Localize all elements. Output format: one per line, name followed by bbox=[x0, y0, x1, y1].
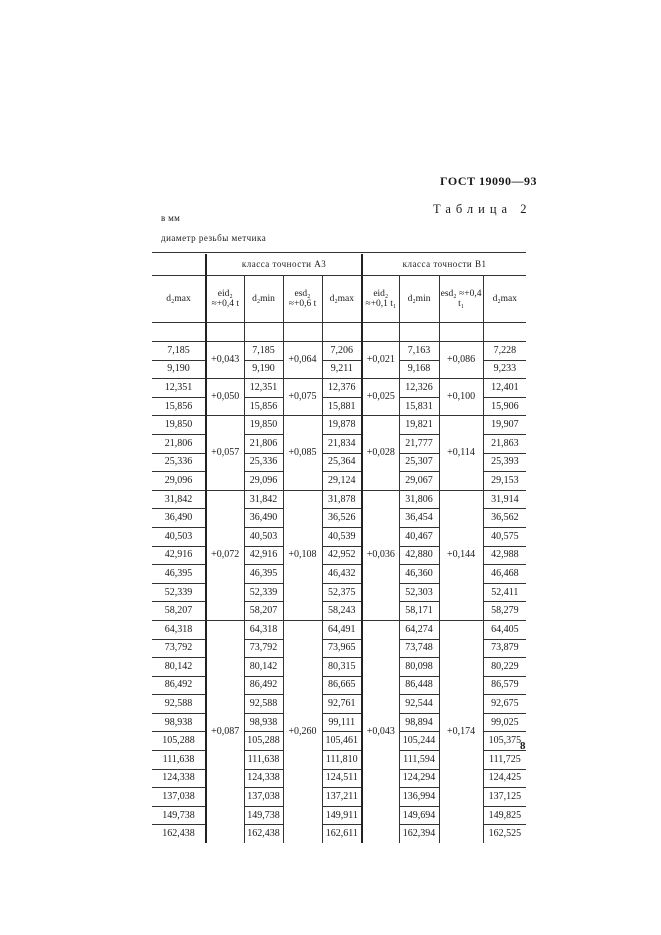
cell-d2max-b1: 105,375 bbox=[483, 732, 526, 751]
cell-d2max-b1: 12,401 bbox=[483, 379, 526, 398]
cell-d2max-a3: 46,432 bbox=[322, 565, 362, 584]
cell-d2min-b1: 29,067 bbox=[399, 472, 439, 491]
cell-d2max-a3: 15,881 bbox=[322, 397, 362, 416]
cell-d2min-b1: 46,360 bbox=[399, 565, 439, 584]
table-top-rule bbox=[152, 252, 526, 253]
tolerance-table bbox=[152, 254, 526, 843]
cell-d2max-a3: 105,461 bbox=[322, 732, 362, 751]
cell-d2min-a3: 46,395 bbox=[244, 565, 283, 584]
cell-d2max-b1: 7,228 bbox=[483, 342, 526, 361]
cell-d2max-a3: 86,665 bbox=[322, 676, 362, 695]
cell-d2max: 52,339 bbox=[152, 583, 206, 602]
cell-d2max-b1: 80,229 bbox=[483, 658, 526, 677]
cell-d2min-a3: 7,185 bbox=[244, 342, 283, 361]
page-number: 8 bbox=[520, 740, 526, 752]
cell-d2min-a3: 124,338 bbox=[244, 769, 283, 788]
cell-d2max-b1: 92,675 bbox=[483, 695, 526, 714]
cell-d2max-b1: 73,879 bbox=[483, 639, 526, 658]
cell-d2max-a3: 21,834 bbox=[322, 434, 362, 453]
cell-d2min-b1: 19,821 bbox=[399, 416, 439, 435]
cell-d2max-b1: 46,468 bbox=[483, 565, 526, 584]
cell-d2min-a3: 86,492 bbox=[244, 676, 283, 695]
cell-d2min-b1: 98,894 bbox=[399, 713, 439, 732]
cell-d2min-b1: 25,307 bbox=[399, 453, 439, 472]
cell-d2max-b1: 111,725 bbox=[483, 751, 526, 770]
column-description: диаметр резьбы метчика bbox=[161, 233, 267, 243]
cell-d2min-b1: 7,163 bbox=[399, 342, 439, 361]
cell-d2max-b1: 162,525 bbox=[483, 825, 526, 843]
cell-d2min-b1: 31,806 bbox=[399, 490, 439, 509]
cell-d2max-a3: 7,206 bbox=[322, 342, 362, 361]
cell-d2max: 46,395 bbox=[152, 565, 206, 584]
group-header-a3: класса точности А3 bbox=[206, 254, 362, 276]
cell-d2min-a3: 80,142 bbox=[244, 658, 283, 677]
table-row bbox=[152, 342, 526, 361]
cell-esd2-b1: +0,144 bbox=[439, 490, 483, 620]
cell-d2max-a3: 40,539 bbox=[322, 527, 362, 546]
cell-esd2-b1: +0,086 bbox=[439, 342, 483, 379]
cell-d2min-b1: 15,831 bbox=[399, 397, 439, 416]
cell-eid2-a3: +0,043 bbox=[206, 342, 244, 379]
cell-d2min-a3: 9,190 bbox=[244, 360, 283, 379]
cell-esd2-a3: +0,108 bbox=[283, 490, 322, 620]
cell-d2max-a3: 92,761 bbox=[322, 695, 362, 714]
cell-d2max-a3: 12,376 bbox=[322, 379, 362, 398]
table-row bbox=[152, 490, 526, 509]
cell-d2min-b1: 36,454 bbox=[399, 509, 439, 528]
cell-d2min-b1: 64,274 bbox=[399, 620, 439, 639]
cell-d2min-b1: 58,171 bbox=[399, 602, 439, 621]
cell-d2max: 25,336 bbox=[152, 453, 206, 472]
cell-d2max-a3: 162,611 bbox=[322, 825, 362, 843]
cell-d2min-a3: 19,850 bbox=[244, 416, 283, 435]
cell-d2min-a3: 137,038 bbox=[244, 788, 283, 807]
cell-d2max-b1: 21,863 bbox=[483, 434, 526, 453]
cell-d2min-b1: 149,694 bbox=[399, 806, 439, 825]
cell-d2max-a3: 124,511 bbox=[322, 769, 362, 788]
cell-d2min-a3: 162,438 bbox=[244, 825, 283, 843]
cell-d2min-b1: 86,448 bbox=[399, 676, 439, 695]
table-row bbox=[152, 620, 526, 639]
cell-d2max-a3: 99,111 bbox=[322, 713, 362, 732]
cell-d2max: 80,142 bbox=[152, 658, 206, 677]
cell-eid2-a3: +0,072 bbox=[206, 490, 244, 620]
cell-d2min-a3: 58,207 bbox=[244, 602, 283, 621]
cell-d2min-b1: 92,544 bbox=[399, 695, 439, 714]
cell-d2min-a3: 36,490 bbox=[244, 509, 283, 528]
cell-d2max-a3: 149,911 bbox=[322, 806, 362, 825]
cell-d2min-b1: 162,394 bbox=[399, 825, 439, 843]
cell-d2max-b1: 58,279 bbox=[483, 602, 526, 621]
cell-d2max-b1: 86,579 bbox=[483, 676, 526, 695]
cell-d2min-a3: 21,806 bbox=[244, 434, 283, 453]
cell-d2max-b1: 149,825 bbox=[483, 806, 526, 825]
cell-d2max-b1: 42,988 bbox=[483, 546, 526, 565]
cell-d2min-b1: 124,294 bbox=[399, 769, 439, 788]
cell-d2min-b1: 12,326 bbox=[399, 379, 439, 398]
cell-d2max: 137,038 bbox=[152, 788, 206, 807]
cell-d2max-a3: 29,124 bbox=[322, 472, 362, 491]
cell-d2min-a3: 105,288 bbox=[244, 732, 283, 751]
cell-d2max: 12,351 bbox=[152, 379, 206, 398]
cell-d2min-b1: 21,777 bbox=[399, 434, 439, 453]
cell-d2min-b1: 111,594 bbox=[399, 751, 439, 770]
cell-d2min-a3: 52,339 bbox=[244, 583, 283, 602]
cell-d2min-b1: 52,303 bbox=[399, 583, 439, 602]
cell-esd2-b1: +0,174 bbox=[439, 620, 483, 843]
cell-d2min-b1: 73,748 bbox=[399, 639, 439, 658]
cell-eid2-b1: +0,043 bbox=[362, 620, 399, 843]
cell-d2max: 111,638 bbox=[152, 751, 206, 770]
cell-d2min-a3: 73,792 bbox=[244, 639, 283, 658]
cell-d2max-b1: 29,153 bbox=[483, 472, 526, 491]
table-row bbox=[152, 416, 526, 435]
cell-d2max: 162,438 bbox=[152, 825, 206, 843]
cell-d2max: 7,185 bbox=[152, 342, 206, 361]
cell-esd2-a3: +0,064 bbox=[283, 342, 322, 379]
cell-eid2-a3: +0,057 bbox=[206, 416, 244, 490]
cell-d2max-b1: 19,907 bbox=[483, 416, 526, 435]
cell-d2max-b1: 25,393 bbox=[483, 453, 526, 472]
cell-d2max: 31,842 bbox=[152, 490, 206, 509]
table-row bbox=[152, 379, 526, 398]
cell-d2max-b1: 99,025 bbox=[483, 713, 526, 732]
cell-d2max-a3: 42,952 bbox=[322, 546, 362, 565]
cell-d2max-b1: 9,233 bbox=[483, 360, 526, 379]
cell-d2max: 29,096 bbox=[152, 472, 206, 491]
cell-d2max: 98,938 bbox=[152, 713, 206, 732]
cell-d2max: 86,492 bbox=[152, 676, 206, 695]
cell-d2max-a3: 137,211 bbox=[322, 788, 362, 807]
cell-d2max: 21,806 bbox=[152, 434, 206, 453]
col-header-eid2-a3: eid₂ ≈+0,4 t bbox=[206, 276, 244, 323]
cell-d2min-a3: 25,336 bbox=[244, 453, 283, 472]
cell-d2max-a3: 73,965 bbox=[322, 639, 362, 658]
cell-d2min-a3: 42,916 bbox=[244, 546, 283, 565]
cell-d2max-b1: 64,405 bbox=[483, 620, 526, 639]
cell-d2max-b1: 124,425 bbox=[483, 769, 526, 788]
col-header-d2max: d₂max bbox=[152, 276, 206, 323]
cell-d2max-a3: 19,878 bbox=[322, 416, 362, 435]
cell-d2max-a3: 25,364 bbox=[322, 453, 362, 472]
table-caption: Таблица 2 bbox=[433, 202, 532, 216]
cell-d2min-a3: 12,351 bbox=[244, 379, 283, 398]
cell-d2max: 149,738 bbox=[152, 806, 206, 825]
cell-d2min-a3: 92,588 bbox=[244, 695, 283, 714]
cell-d2max-a3: 111,810 bbox=[322, 751, 362, 770]
header-blank bbox=[152, 254, 206, 276]
group-header-b1: класса точности В1 bbox=[362, 254, 526, 276]
cell-d2min-a3: 149,738 bbox=[244, 806, 283, 825]
cell-d2max: 58,207 bbox=[152, 602, 206, 621]
cell-d2min-a3: 40,503 bbox=[244, 527, 283, 546]
cell-d2max: 92,588 bbox=[152, 695, 206, 714]
cell-d2min-b1: 80,098 bbox=[399, 658, 439, 677]
cell-d2max-a3: 80,315 bbox=[322, 658, 362, 677]
cell-d2min-a3: 29,096 bbox=[244, 472, 283, 491]
cell-d2min-a3: 98,938 bbox=[244, 713, 283, 732]
cell-d2max-b1: 36,562 bbox=[483, 509, 526, 528]
col-header-d2min-a3: d₂min bbox=[244, 276, 283, 323]
units-label: в мм bbox=[161, 213, 181, 223]
cell-d2max: 19,850 bbox=[152, 416, 206, 435]
cell-d2max-a3: 64,491 bbox=[322, 620, 362, 639]
cell-d2min-a3: 64,318 bbox=[244, 620, 283, 639]
cell-d2max: 36,490 bbox=[152, 509, 206, 528]
cell-d2max-b1: 15,906 bbox=[483, 397, 526, 416]
cell-esd2-a3: +0,075 bbox=[283, 379, 322, 416]
cell-d2max: 42,916 bbox=[152, 546, 206, 565]
col-header-esd2-b1: esd₂ ≈+0,4 t₁ bbox=[439, 276, 483, 323]
cell-d2max: 15,856 bbox=[152, 397, 206, 416]
cell-eid2-a3: +0,087 bbox=[206, 620, 244, 843]
cell-eid2-b1: +0,036 bbox=[362, 490, 399, 620]
cell-d2max-a3: 31,878 bbox=[322, 490, 362, 509]
cell-d2max: 9,190 bbox=[152, 360, 206, 379]
cell-d2max: 124,338 bbox=[152, 769, 206, 788]
col-header-d2min-b1: d₂min bbox=[399, 276, 439, 323]
cell-d2max-a3: 52,375 bbox=[322, 583, 362, 602]
cell-d2max: 73,792 bbox=[152, 639, 206, 658]
cell-eid2-b1: +0,028 bbox=[362, 416, 399, 490]
col-header-d2max-a3: d₂max bbox=[322, 276, 362, 323]
cell-esd2-b1: +0,114 bbox=[439, 416, 483, 490]
col-header-d2max-b1: d₂max bbox=[483, 276, 526, 323]
cell-eid2-a3: +0,050 bbox=[206, 379, 244, 416]
cell-d2max-b1: 137,125 bbox=[483, 788, 526, 807]
cell-d2min-a3: 111,638 bbox=[244, 751, 283, 770]
cell-esd2-b1: +0,100 bbox=[439, 379, 483, 416]
cell-eid2-b1: +0,025 bbox=[362, 379, 399, 416]
cell-d2min-b1: 40,467 bbox=[399, 527, 439, 546]
cell-d2max: 64,318 bbox=[152, 620, 206, 639]
cell-eid2-b1: +0,021 bbox=[362, 342, 399, 379]
cell-d2max: 40,503 bbox=[152, 527, 206, 546]
cell-d2min-b1: 136,994 bbox=[399, 788, 439, 807]
standard-number: ГОСТ 19090—93 bbox=[440, 174, 537, 188]
cell-d2min-a3: 15,856 bbox=[244, 397, 283, 416]
cell-d2max-b1: 31,914 bbox=[483, 490, 526, 509]
cell-d2min-b1: 42,880 bbox=[399, 546, 439, 565]
col-header-esd2-a3: esd₂ ≈+0,6 t bbox=[283, 276, 322, 323]
cell-d2min-b1: 9,168 bbox=[399, 360, 439, 379]
cell-d2max-b1: 40,575 bbox=[483, 527, 526, 546]
cell-d2max-a3: 9,211 bbox=[322, 360, 362, 379]
cell-d2max: 105,288 bbox=[152, 732, 206, 751]
col-header-eid2-b1: eid₂ ≈+0,1 t₁ bbox=[362, 276, 399, 323]
cell-d2min-b1: 105,244 bbox=[399, 732, 439, 751]
cell-d2max-b1: 52,411 bbox=[483, 583, 526, 602]
cell-esd2-a3: +0,260 bbox=[283, 620, 322, 843]
cell-esd2-a3: +0,085 bbox=[283, 416, 322, 490]
cell-d2min-a3: 31,842 bbox=[244, 490, 283, 509]
cell-d2max-a3: 36,526 bbox=[322, 509, 362, 528]
cell-d2max-a3: 58,243 bbox=[322, 602, 362, 621]
